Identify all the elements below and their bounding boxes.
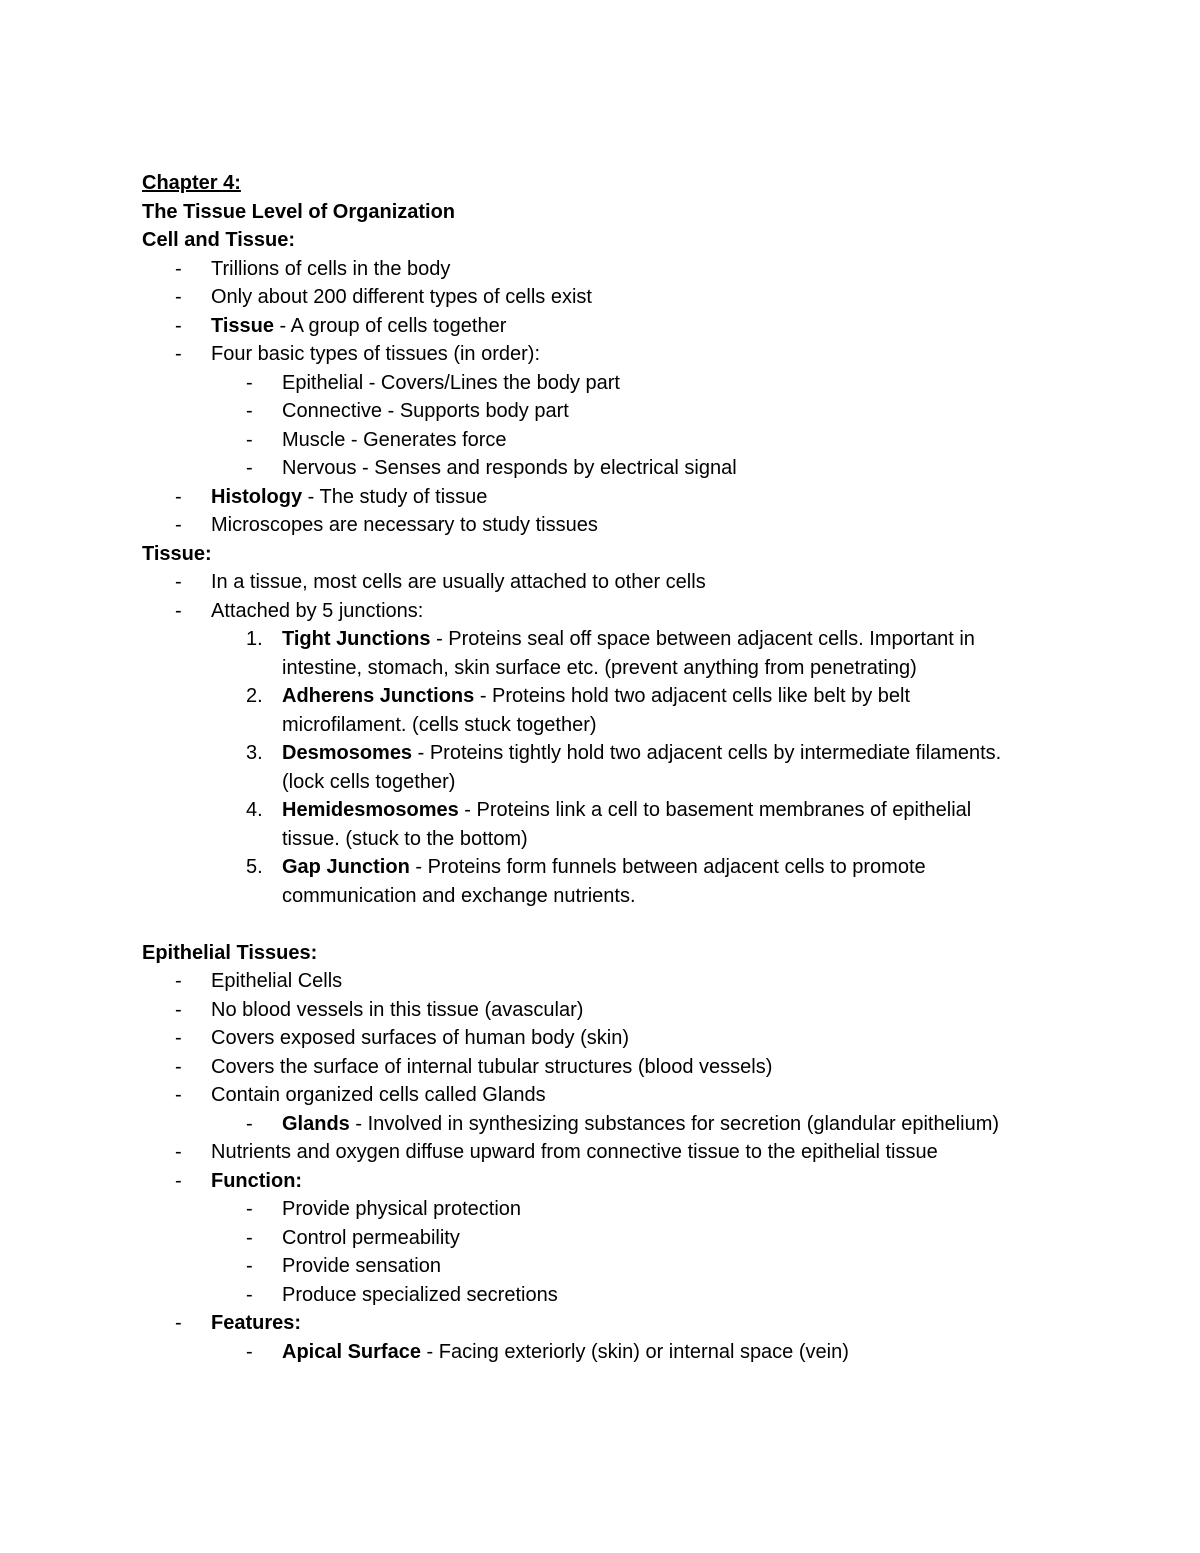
numbered-item: 4. Hemidesmosomes - Proteins link a cell to basement membranes of epithelial xyxy=(142,796,1102,825)
item-number: 3. xyxy=(246,742,263,764)
bullet-dash: - xyxy=(175,485,182,508)
sub-list-item: - Glands - Involved in synthesizing substances for secretion (glandular epithelium) xyxy=(142,1110,1102,1139)
term: Hemidesmosomes xyxy=(282,799,459,821)
subheading-features: Features: xyxy=(211,1312,302,1334)
bullet-dash: - xyxy=(246,371,253,394)
document-title: The Tissue Level of Organization xyxy=(142,200,456,223)
item-number: 1. xyxy=(246,628,263,650)
numbered-item-continuation: tissue. (stuck to the bottom) xyxy=(282,827,528,850)
list-item: - Microscopes are necessary to study tissues xyxy=(142,511,1102,540)
list-item: - Covers exposed surfaces of human body (skin) xyxy=(142,1024,1102,1053)
list-item: - Covers the surface of internal tubular structures (blood vessels) xyxy=(142,1053,1102,1082)
term: Tissue xyxy=(211,314,274,337)
numbered-item: 2. Adherens Junctions - Proteins hold two adjacent cells like belt by belt xyxy=(142,682,1102,711)
list-item: - Epithelial Cells xyxy=(142,967,1102,996)
numbered-item-continuation: (lock cells together) xyxy=(282,770,456,793)
section-heading-cell-and-tissue: Cell and Tissue: xyxy=(142,229,296,251)
term: Desmosomes xyxy=(282,742,413,764)
sub-list-item: - Provide sensation xyxy=(142,1252,1102,1281)
bullet-dash: - xyxy=(175,1141,182,1163)
bullet-dash: - xyxy=(175,257,182,280)
term: Histology xyxy=(211,485,303,508)
section-heading-tissue: Tissue: xyxy=(142,542,212,565)
numbered-item: 1. Tight Junctions - Proteins seal off space between adjacent cells. Important in xyxy=(142,625,1102,654)
sub-list-item: - Muscle - Generates force xyxy=(142,426,1102,455)
term: Gap Junction xyxy=(282,856,410,878)
list-item: - Histology - The study of tissue xyxy=(142,483,1102,512)
bullet-dash: - xyxy=(175,1027,182,1049)
numbered-item-continuation: communication and exchange nutrients. xyxy=(282,884,636,907)
sub-list-item: - Nervous - Senses and responds by electrical signal xyxy=(142,454,1102,483)
bullet-dash: - xyxy=(246,400,253,422)
chapter-heading: Chapter 4: xyxy=(142,172,241,194)
list-item: - Nutrients and oxygen diffuse upward from connective tissue to the epithelial tissue xyxy=(142,1138,1102,1167)
term: Apical Surface xyxy=(282,1340,421,1363)
list-item: - Attached by 5 junctions: xyxy=(142,597,1102,626)
numbered-item-continuation: microfilament. (cells stuck together) xyxy=(282,713,597,736)
list-item xyxy=(142,1167,1102,1196)
bullet-dash: - xyxy=(175,1312,182,1334)
bullet-dash: - xyxy=(175,599,182,622)
section-heading-epithelial-tissues: Epithelial Tissues: xyxy=(142,941,318,964)
sub-list-item: - Apical Surface - Facing exteriorly (skin) or internal space (vein) xyxy=(142,1338,1102,1367)
numbered-item: 5. Gap Junction - Proteins form funnels between adjacent cells to promote xyxy=(142,853,1102,882)
bullet-dash: - xyxy=(246,1226,253,1249)
list-item: - Four basic types of tissues (in order): xyxy=(142,340,1102,369)
bullet-dash: - xyxy=(175,1084,182,1106)
bullet-dash: - xyxy=(175,343,182,365)
bullet-dash: - xyxy=(246,1255,253,1277)
bullet-dash: - xyxy=(246,428,253,451)
list-item: - Only about 200 different types of cells exist xyxy=(142,283,1102,312)
item-number: 2. xyxy=(246,685,263,707)
item-number: 5. xyxy=(246,856,263,878)
bullet-dash: - xyxy=(175,998,182,1021)
bullet-dash: - xyxy=(175,970,182,992)
list-item: - Trillions of cells in the body xyxy=(142,255,1102,284)
bullet-dash: - xyxy=(175,314,182,337)
term: Adherens Junctions xyxy=(282,685,475,707)
list-item: - Contain organized cells called Glands xyxy=(142,1081,1102,1110)
sub-list-item: - Epithelial - Covers/Lines the body part xyxy=(142,369,1102,398)
bullet-dash: - xyxy=(246,1283,253,1306)
list-item xyxy=(142,1309,1102,1338)
sub-list-item: - Provide physical protection xyxy=(142,1195,1102,1224)
list-item: - Tissue - A group of cells together xyxy=(142,312,1102,341)
bullet-dash: - xyxy=(175,514,182,536)
subheading-function: Function: xyxy=(211,1169,303,1192)
document-body xyxy=(142,169,1102,1366)
bullet-dash: - xyxy=(175,286,182,308)
sub-list-item: - Control permeability xyxy=(142,1224,1102,1253)
sub-list-item: - Produce specialized secretions xyxy=(142,1281,1102,1310)
term: Glands xyxy=(282,1112,350,1135)
numbered-item: 3. Desmosomes - Proteins tightly hold two adjacent cells by intermediate filaments. xyxy=(142,739,1102,768)
list-item: - In a tissue, most cells are usually attached to other cells xyxy=(142,568,1102,597)
numbered-item-continuation: intestine, stomach, skin surface etc. (prevent anything from penetrating) xyxy=(282,656,917,679)
list-item: - No blood vessels in this tissue (avascular) xyxy=(142,996,1102,1025)
bullet-dash: - xyxy=(246,457,253,479)
bullet-dash: - xyxy=(246,1112,253,1135)
blank-line xyxy=(142,910,1102,939)
sub-list-item: - Connective - Supports body part xyxy=(142,397,1102,426)
bullet-dash: - xyxy=(175,1169,182,1192)
bullet-dash: - xyxy=(246,1340,253,1363)
term: Tight Junctions xyxy=(282,628,431,650)
item-number: 4. xyxy=(246,799,263,821)
bullet-dash: - xyxy=(175,1055,182,1078)
bullet-dash: - xyxy=(175,571,182,593)
bullet-dash: - xyxy=(246,1198,253,1220)
